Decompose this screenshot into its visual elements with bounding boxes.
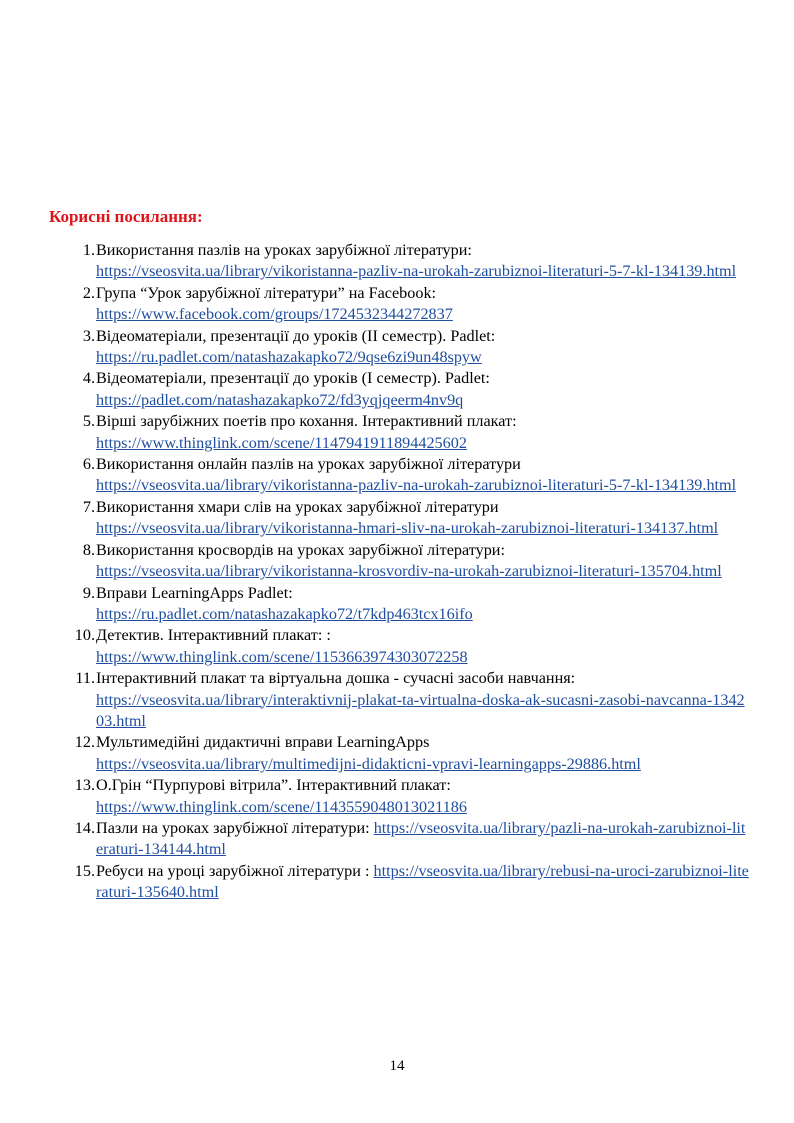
reference-item: [82, 540, 751, 583]
item-number: 11.: [75, 669, 95, 688]
item-link[interactable]: https://www.thinglink.com/scene/1143559048013021186: [96, 797, 467, 816]
item-text: Інтерактивний плакат та віртуальна дошка - сучасні засоби навчання:: [96, 669, 576, 688]
item-number: 5.: [82, 412, 95, 431]
item-number: 2.: [82, 283, 95, 302]
item-number: 9.: [82, 583, 95, 602]
item-text: О.Грін “Пурпурові вітрила”. Інтерактивний плакат:: [96, 776, 451, 795]
item-link[interactable]: https://vseosvita.ua/library/vikoristanna-pazliv-na-urokah-zarubiznoi-literaturi-5-7-kl-134139.html: [96, 262, 737, 281]
reference-item: [82, 240, 751, 283]
item-number: 6.: [82, 455, 95, 474]
item-number: 4.: [82, 369, 95, 388]
item-text: Вправи LearningApps Padlet:: [96, 583, 293, 602]
reference-item: [82, 368, 751, 411]
item-link[interactable]: https://vseosvita.ua/library/vikoristanna-pazliv-na-urokah-zarubiznoi-literaturi-5-7-kl-134139.html: [96, 476, 737, 495]
item-link[interactable]: https://vseosvita.ua/library/vikoristanna-hmari-sliv-na-urokah-zarubiznoi-literaturi-134137.html: [96, 519, 719, 538]
item-number: 13.: [74, 776, 95, 795]
item-text: Використання пазлів на уроках зарубіжної літератури:: [96, 241, 472, 259]
item-link[interactable]: https://vseosvita.ua/library/vikoristanna-krosvordiv-na-urokah-zarubiznoi-literaturi-135704.html: [96, 562, 722, 581]
item-link[interactable]: https://vseosvita.ua/library/rebusi-na-uroci-zarubiznoi-literaturi-135640.html: [96, 861, 749, 902]
reference-item: [82, 497, 751, 540]
item-number: 12.: [74, 733, 95, 752]
item-link[interactable]: https://vseosvita.ua/library/multimedijni-didakticni-vpravi-learningapps-29886.html: [96, 754, 641, 773]
item-number: 8.: [82, 540, 95, 559]
item-text: Вірші зарубіжних поетів про кохання. Інтерактивний плакат:: [96, 412, 517, 431]
item-number: 14.: [74, 818, 95, 837]
reference-list: [0, 240, 794, 904]
item-link[interactable]: https://ru.padlet.com/natashazakapko72/9qse6zi9un48spyw: [96, 348, 482, 367]
reference-item: [82, 326, 751, 369]
item-text: Використання хмари слів на уроках зарубіжної літератури: [96, 497, 499, 516]
item-link[interactable]: https://www.facebook.com/groups/1724532344272837: [96, 305, 453, 324]
section-heading: Корисні посилання:: [49, 207, 203, 226]
item-number: 7.: [82, 497, 95, 516]
reference-item: [74, 775, 751, 818]
reference-item: [75, 668, 751, 732]
reference-item: [82, 583, 751, 626]
item-number: 10.: [74, 626, 95, 645]
item-number: 1.: [82, 241, 95, 259]
reference-item: [82, 411, 751, 454]
reference-item: [82, 283, 751, 326]
reference-item: [74, 732, 751, 775]
page-number: 14: [389, 1058, 405, 1074]
item-text: Ребуси на уроці зарубіжної літератури :: [96, 861, 374, 880]
item-text: Детектив. Інтерактивний плакат: :: [96, 626, 331, 645]
item-text: Використання онлайн пазлів на уроках зарубіжної літератури: [96, 455, 521, 474]
item-text: Мультимедійні дидактичні вправи LearningApps: [96, 733, 430, 752]
item-link[interactable]: https://padlet.com/natashazakapko72/fd3yqjqeerm4nv9q: [96, 390, 464, 409]
reference-item: [74, 861, 751, 904]
item-text: Відеоматеріали, презентації до уроків (ІІ семестр). Padlet:: [96, 326, 496, 345]
item-number: 15.: [74, 861, 95, 880]
item-link[interactable]: https://ru.padlet.com/natashazakapko72/t7kdp463tcx16ifo: [96, 604, 473, 623]
item-number: 3.: [82, 326, 95, 345]
item-link[interactable]: https://vseosvita.ua/library/interaktivnij-plakat-ta-virtualna-doska-ak-sucasni-zasobi-navcanna-134203.html: [96, 690, 745, 730]
reference-item: [82, 454, 751, 497]
item-link[interactable]: https://vseosvita.ua/library/pazli-na-urokah-zarubiznoi-literaturi-134144.html: [96, 818, 746, 859]
item-link[interactable]: https://www.thinglink.com/scene/1153663974303072258: [96, 647, 468, 666]
item-text: Група “Урок зарубіжної літератури” на Facebook:: [96, 283, 437, 302]
item-text: Відеоматеріали, презентації до уроків (І семестр). Padlet:: [96, 369, 490, 388]
item-link[interactable]: https://www.thinglink.com/scene/1147941911894425602: [96, 433, 467, 452]
reference-item: [74, 625, 751, 668]
item-text: Пазли на уроках зарубіжної літератури:: [96, 818, 374, 837]
reference-item: [74, 818, 751, 861]
item-text: Використання кросвордів на уроках зарубіжної літератури:: [96, 540, 505, 559]
